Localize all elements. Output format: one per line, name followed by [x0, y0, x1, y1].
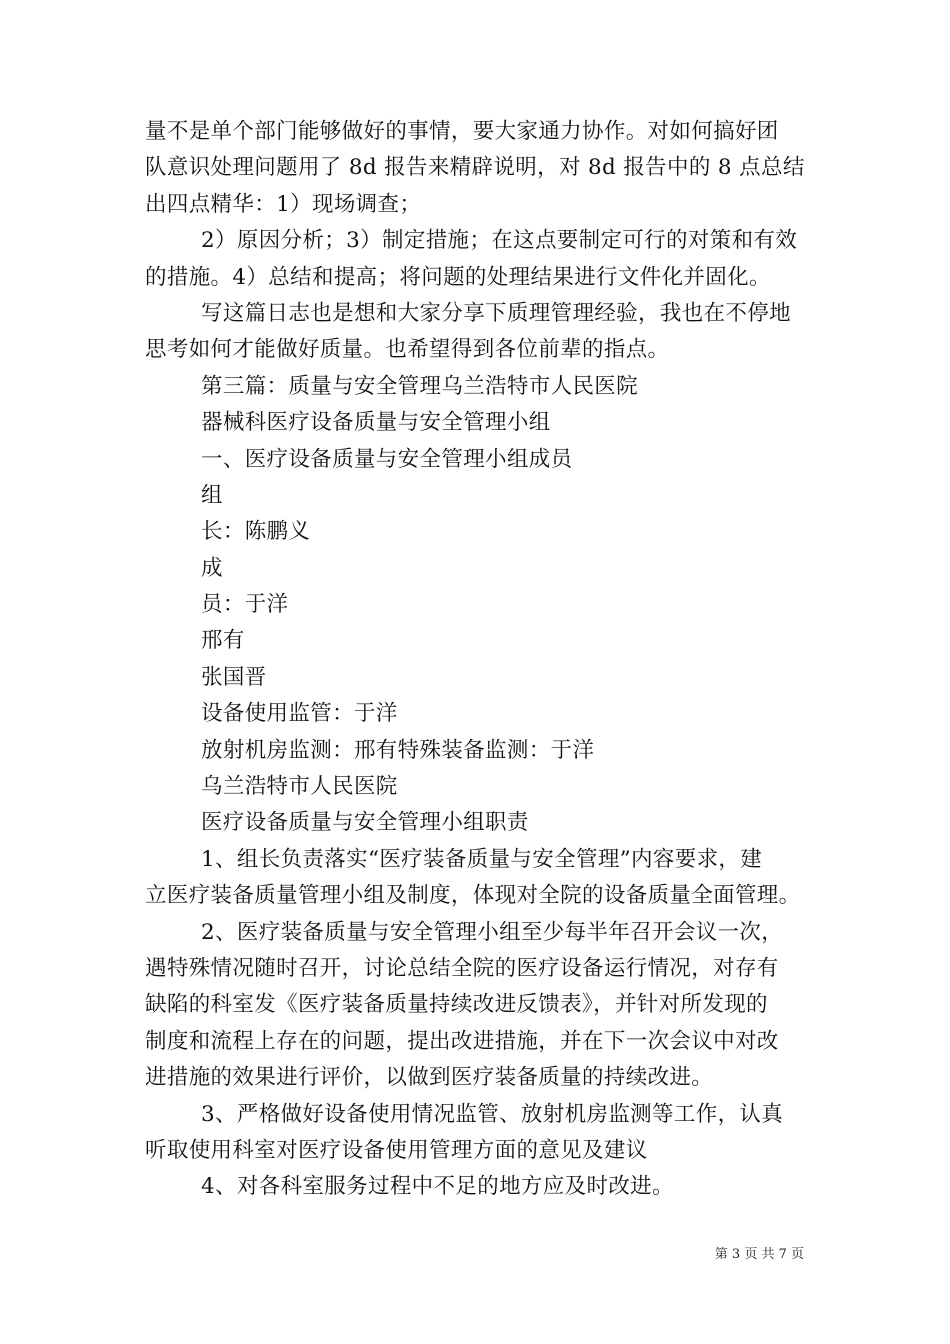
text-line: 2、医疗装备质量与安全管理小组至少每半年召开会议一次，	[201, 919, 784, 945]
page-number-footer: 第 3 页 共 7 页	[714, 1247, 804, 1262]
text-line: 1、组长负责落实“医疗装备质量与安全管理”内容要求，建	[201, 846, 763, 872]
text-line: 队意识处理问题用了 8d 报告来精辟说明，对 8d 报告中的 8 点总结	[145, 155, 805, 181]
text-line: 的措施。4）总结和提高；将问题的处理结果进行文件化并固化。	[145, 264, 771, 290]
text-line: 器械科医疗设备质量与安全管理小组	[201, 410, 551, 436]
text-line: 写这篇日志也是想和大家分享下质理管理经验，我也在不停地	[201, 300, 791, 326]
text-line: 放射机房监测：邢有特殊装备监测：于洋	[201, 737, 595, 763]
text-line: 遇特殊情况随时召开，讨论总结全院的医疗设备运行情况，对存有	[145, 955, 779, 981]
text-line: 缺陷的科室发《医疗装备质量持续改进反馈表》，并针对所发现的	[145, 992, 768, 1018]
text-line: 组	[201, 482, 223, 508]
text-line: 医疗设备质量与安全管理小组职责	[201, 810, 529, 836]
text-line: 进措施的效果进行评价，以做到医疗装备质量的持续改进。	[145, 1065, 714, 1091]
text-line: 设备使用监管：于洋	[201, 701, 398, 727]
text-line: 思考如何才能做好质量。也希望得到各位前辈的指点。	[145, 337, 670, 363]
text-line: 员：于洋	[201, 592, 289, 618]
document-body	[145, 114, 815, 1206]
text-line: 听取使用科室对医疗设备使用管理方面的意见及建议	[145, 1137, 648, 1163]
text-line: 第三篇：质量与安全管理乌兰浩特市人民医院	[201, 373, 639, 399]
text-line: 3、严格做好设备使用情况监管、放射机房监测等工作，认真	[201, 1101, 784, 1127]
text-line: 量不是单个部门能够做好的事情，要大家通力协作。对如何搞好团	[145, 119, 779, 144]
text-line: 立医疗装备质量管理小组及制度，体现对全院的设备质量全面管理。	[145, 883, 801, 909]
text-line: 乌兰浩特市人民医院	[201, 774, 398, 800]
text-line: 制度和流程上存在的问题，提出改进措施，并在下一次会议中对改	[145, 1028, 779, 1054]
text-line: 一、医疗设备质量与安全管理小组成员	[201, 446, 573, 472]
text-line: 2）原因分析；3）制定措施；在这点要制定可行的对策和有效	[201, 228, 798, 254]
text-line: 张国晋	[201, 664, 267, 690]
text-line: 邢有	[201, 628, 245, 654]
text-line: 出四点精华：1）现场调查；	[145, 191, 422, 217]
text-line: 4、对各科室服务过程中不足的地方应及时改进。	[201, 1174, 674, 1200]
text-line: 成	[201, 555, 223, 581]
text-line: 长：陈鹏义	[201, 519, 311, 545]
